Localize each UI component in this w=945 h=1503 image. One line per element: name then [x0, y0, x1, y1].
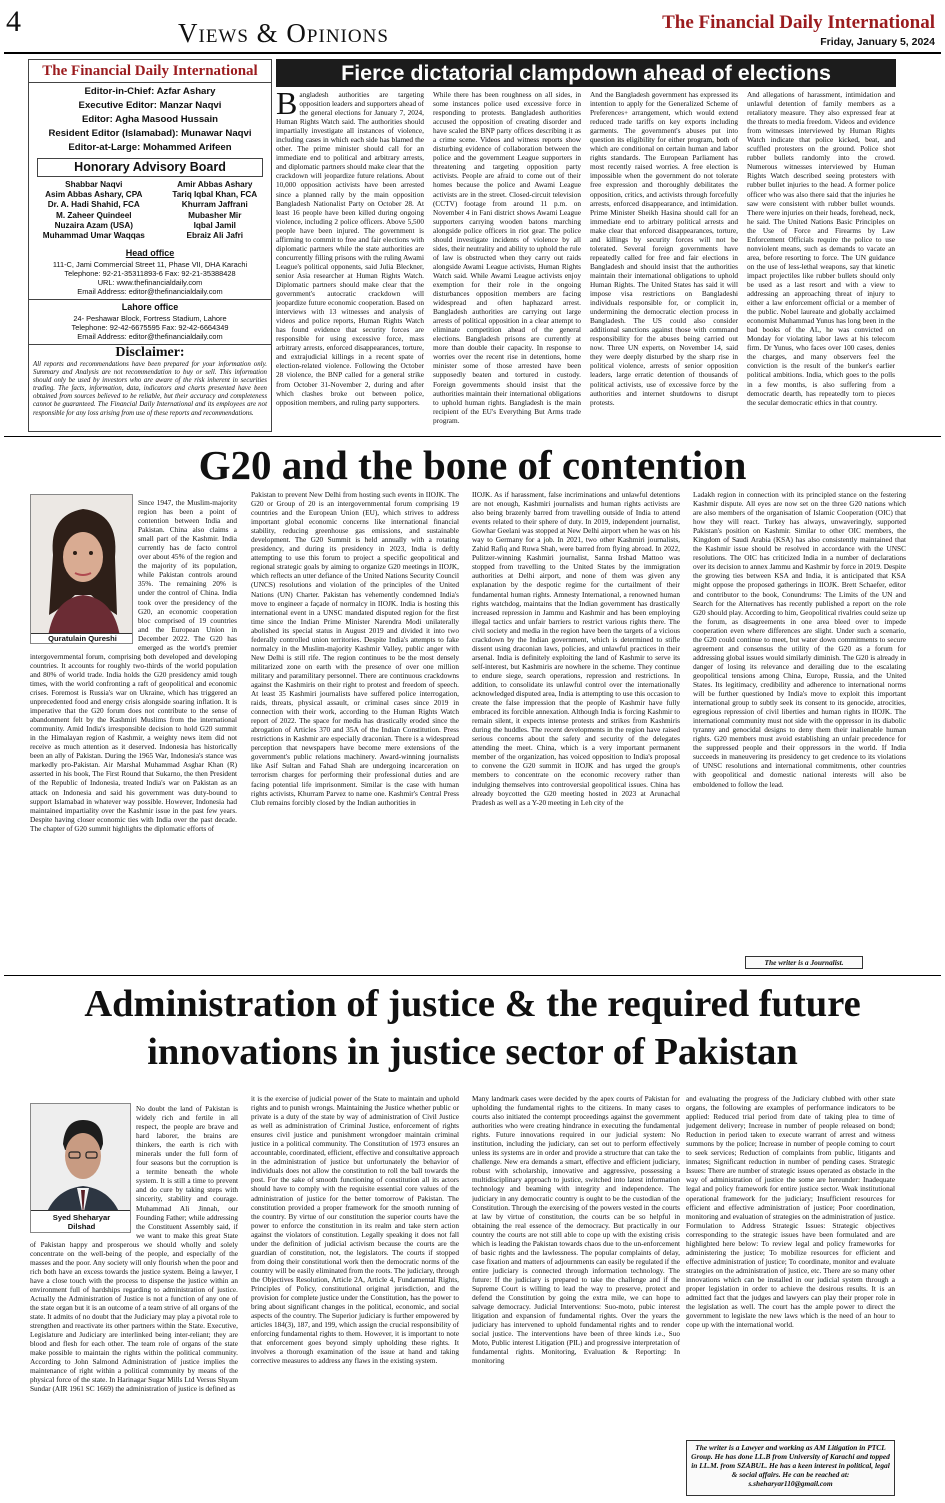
executive-editor: Executive Editor: Manzar Naqvi [78, 100, 222, 111]
section-divider [4, 975, 941, 976]
advisory-member: Shabbar Naqvi [65, 180, 123, 189]
g20-column-3: IIOJK. As if harassment, false incriminations and unlawful detentions are not enough, Kashmiri journalists and human rights activists are also being brazenly barred from travelling outside of India to attend events related to their sphere of duty. In 2019, independent journalist, Gowhar Geelani was stopped at New Delhi airport when he was on his way to Germany for a job. In 2021, two other Kashmiri journalists, Zahid Rafiq and Ruwa Shah, were barred from flying abroad. In 2022, Pulitzer-winning Kashmiri journalist, Sanna Irshad Mattoo was stopped from travelling to the United States by the immigration authorities at Delhi airport, and none of them was given any explanation by the despotic regime for the curtailment of their fundamental human rights. Amnesty International, a renowned human rights watchdog, maintains that the Indian government has drastically increased repression in Jammu and Kashmir and has been employing illegal tactics and unfair barriers to restrict various rights there. The civil society and media in the region have been the targets of a vicious crackdown by the Indian government, which is determined to stifle dissent using draconian laws, policies, and unlawful practices in their arsenal. India is definitely exploiting the land of Kashmir to serve its self-interest, but Kashmiris are nowhere in the scheme. They continue to endure siege, search operations, repression and restrictions. In addition, to consolidate its unlawful control over the internationally acknowledged disputed area, India is attempting to use this occasion to create the false impression that the people of Kashmir have fully embraced its forcible annexation. Although India is forcing Kashmir to remain silent, it expects intense protests and strikes from Kashmiris during the huddles. The recent developments in the region have raised serious concerns about the safety and security of the delegates attending the meet. China, which is a very important permanent member of the organization, has voiced opposition to India's proposal to convene the G20 summit in IIOJK and has urged the group's members to concentrate on the economic recovery rather than indulging themselves into controversial geopolitical issues. China has already boycotted the G20 meeting hosted in 2023 at Arunachal Pradesh as well as a Y-20 meeting in Leh city of the [472, 490, 680, 807]
resident-editor: Resident Editor (Islamabad): Munawar Naqvi [48, 128, 252, 139]
advisory-member: Khurram Jaffrani [181, 200, 248, 210]
head-office-address [29, 259, 271, 300]
editorial-headline-bar [276, 59, 896, 87]
photo-spacer [30, 1104, 136, 1238]
header-paper-name: The Financial Daily International [662, 12, 935, 33]
g20-column-2: Pakistan to prevent New Delhi from hosting such events in IIOJK. The G20 or Group of 20 is an intergovernmental forum comprising 19 countries and the European Union (EU), which strives to address important global economic concerns like international financial stability, reducing greenhouse gas emissions, and sustainable development. The G20 Summit is held annually with a rotating presidency, and during its presidency in 2023, India is deftly attempting to use this forum to project a specific geopolitical and regional strategic goals by aiming to organize G20 meetings in IIOJK, which reflects an utter defiance of the United Nations Security Council (UNCS) resolutions and violation of the principles of the United Nations (UN) Charter. Pakistan has vehemently condemned India's move to engineer a façade of normalcy in IIOJK. India is hosting this international event in a UNSC mandated disputed region for the first time since the Indian Prime Minister Narendra Modi unilaterally abolished its special status in August 2019 and divided it into two federally controlled union territories. Despite India's attempts to fake normalcy in the Muslim-majority Kashmir Valley, public anger with New Delhi is still rife. The region continues to be the most densely militarized zone on earth with the presence of over one million military and paramilitary personnel. There are continuous crackdowns against the Kashmiris on their right to protest and freedom of speech. At least 35 Kashmiri journalists have suffered police interrogation, raids, threats, physical assault, or criminal cases since 2019 in connection with their work, according to the Human Rights Watch report of 2022. The space for media has drastically eroded since the abrogation of Articles 370 and 35A of the Indian Constitution. Press restrictions in Kashmir are especially draconian. There is a widespread perception that newspapers have become mere extensions of the government's public relations machinery. Award-winning journalists like Asif Sultan and Fahad Shah are undergoing incarceration on terrorism charges for performing their professional duties and are facing potential life imprisonment. Similar is the case with human rights activists, Khurram Parvez to name one. Kashmir's Central Press Club remains forcibly closed by the Indian authorities in [251, 490, 459, 807]
justice-column-2: it is the exercise of judicial power of the State to maintain and uphold rights and to punish wrongs. Maintaining the Justice whether public or private is a duty of the state by way of administration of Civil Justice as well as administration of Criminal Justice, enforcement of rights ensures civil justice and punishment wrongdoer maintain criminal justice in a political community. The Constitution of 1973 ensures an accountable, coordinated, efficient, effective and consultative approach in the administration of justice but unfortunately the behavior of individuals does not allow the constitution to roll the ball towards the post. For the sake of smooth functioning of constitution all its actors should have to comply with the requisite essential core values of the administration of justice for the better tomorrow of Pakistan. The constitution provided a proper framework for the smooth running of the country. By virtue of our constitution the superior courts have the power to enforce the constitution in its realm and take stern action against the violators of constitution. Legally speaking it does not fall under the definition of judicial activism because the courts are the guardian of constitution, not, the legislators. The courts if stopped from doing their constitutional work then the democratic norms of the country will be easily eliminated from the roots. The judiciary, through the Objectives Resolution, Article 2A, Article 4, Fundamental Rights, Principles of Policy, constitutional original jurisdiction, and the provision for complete justice under the Constitution, has the power to bring about significant changes in the political, economic, and social aspects of the country. The Superior judiciary is further empowered by articles 184(3), 187, and 199, which assign the crucial responsibility of enforcing fundamental rights to them. However, it is important to note that enforcement goes beyond simply upholding these rights. It involves a thorough examination of the issue at hand and taking corrective measures to address any flaws in the existing system. [251, 1094, 459, 1366]
advisory-member: Nuzaira Azam (USA) [54, 220, 133, 230]
justice-headline-line-2: innovations in justice sector of Pakistan [147, 1031, 798, 1073]
email-line: Email Address: editor@thefinancialdaily.com [77, 287, 223, 296]
advisory-member: Amir Abbas Ashary [177, 180, 253, 189]
advisory-member: Ebraiz Ali Jafri [186, 231, 244, 241]
advisory-member: Dr. A. Hadi Shahid, FCA [47, 200, 140, 210]
section-title: Views & Opinions [178, 18, 389, 48]
section-divider [4, 436, 941, 437]
phone-line: Telephone: 92-21-35311893-6 Fax: 92-21-35388428 [64, 269, 236, 278]
header-rule [4, 52, 941, 54]
advisory-member: Asim Abbas Ashary, CPA [45, 190, 143, 200]
column-text: No doubt the land of Pakistan is widely rich and fertile in all respect, the people are brave and hard laborer, the brains are thinkers, the earth is rich with minerals under the full form of four seasons but the corruption is a termite beneath the whole system. It is still a time to prevent and do cure by taking steps with sincerity, stability and courage. Muhammad Ali Jinnah, our Founding Father; while addressing the Constituent Assembly said, if we want to make this great State of Pakistan happy and prosperous we should wholly and solely concentrate on the well-being of the people, and especially of the masses and the poor. Any society will only flourish when the poor and rich both have an excess towards the justice system. Being a lawyer, I have a close touch with the process to dispense the justice within an environment full of hardships regarding to administration of justice. Actually the Administration of Justice is not a function of any one of the state organ but it is an outcome of a team strive of all organs of the state. It admits of no doubt that the Judiciary may play a pivotal role to strengthen and reactivate its other partners within the State. Executive, Legislature and Judiciary are interlinked being inter-reliant; they are blood and flesh for each other. The team role of organs of the state make possible to maintain the rights within the political community. According to John Salmond Administration of justice implies the maintenance of right within a political community by means of the physical force of the state. In Harinagar Sugar Mills Ltd Versus Shyam Sundar (AIR 1961 SC 1669) the administration of justice is defined as [30, 1104, 238, 1394]
justice-writer-note: The writer is a Lawyer and working as AM Litigation in PTCL Group. He has done LL.B from University of Karachi and topped in LL.M. from SZABUL. He has a keen interest in political, legal & social affairs. He can be reached at: s.sheharyar110@gmail.com [686, 1440, 895, 1496]
g20-author-caption: Quratulain Qureshi [31, 633, 133, 643]
advisory-board-title: Honorary Advisory Board [37, 158, 263, 177]
photo-spacer [30, 498, 138, 650]
justice-column-1 [30, 1104, 238, 1496]
author-caption-line-1: Syed Sheharyar [52, 1213, 111, 1222]
editorial-column-2: While there has been roughness on all sides, in some instances police used excessive force in responding to protests. Bangladesh authorities accused the opposition of creating disorder and have scaled the BNP party offices describing it as a crime scene. Videos and witness reports show disturbing evidence of collaboration between the police and the government League supporters in threatening and targeting opposition party activists. People are afraid to come out of their homes because the police and Awami League activists are in the street. Closed-circuit television (CCTV) footage from around 11 p.m. on November 4 in Fani district shows Awami League supporters carrying wooden batons marching alongside police officers in riot gear. The police should investigate incidents of violence by all sides, their neutrality and ability to uphold the rule of law is obstructed when they carry out raids alongside Awami League activists, Human Rights Watch said. While Awami League activists enjoy exemption for their role in the ongoing disturbances opposition members are facing widespread and often haphazard arrest. Bangladesh authorities are carrying out large arrests of political opposition in a clear attempt to eliminate competition ahead of the general elections. Bangladesh prisons are currently at more than double their capacity. In response to worries over the recent rise in detentions, home minister some of those arrested have been supposedly beaten and tortured in custody. Foreign governments should insist that the authorities maintain their international obligations to uphold human rights. Bangladesh is the main recipient of the EU's Everything But Arms trade program. [433, 90, 581, 425]
disclaimer-title: Disclaimer: [115, 345, 185, 360]
g20-column-4: Ladakh region in connection with its principled stance on the festering Kashmir dispute. All eyes are now set on the three G20 nations which are also members of the organisation of Islamic Cooperation (OIC) that how they will react. Turkey has always, unwaveringly, supported Pakistan's position on Kashmir. Similar to other OIC members, the Kingdom of Saudi Arabia (KSA) has also consistently maintained that the Kashmir issue should be resolved in accordance with the UNSC resolutions. The OIC has criticized India in a number of declarations over its decision to annex Jammu and Kashmir by force in 2019. Despite the growing ties between KSA and India, it is anticipated that KSA might oppose the proposed gatherings in IIOJK. Brett Schaefer, editor and contributor to the book, Conundrums: The Limits of the UN and Search for the Alternatives has recently published a report on the role G20 should play. According to him, Geopolitical rivalries could seize up the forum, as disagreements in one area bleed over to impede cooperation even where differences are slight. Under such a scenario, the G20 could continue to meet, but water down commitments to secure agreement and consensus the utility of the G20 as a forum for addressing global issues would similarly diminish. The G20 is already in danger of losing its relevance and derailing due to the escalating geopolitical tensions among China, Europe, Russia, and the United States. Its legitimacy, credibility and adherence to international norms will be further questioned by India's move to exploit this important international group to subtly seek its consent to its genocide, atrocities, egregious repression of civil liberties and human rights in IIOJK. The international community must not side with the oppressor in its diabolic tyranny and genocidal designs to deny them their inalienable human rights. G20 members must avoid establishing an unfair precedence for the suppressed people and their oppressors in the world. If India succeeds in maneuvering its presidency to get credence to its violations of UNSC resolutions and international commitments, other countries with geopolitical and domestic national interests will also be emboldened to follow the lead. [693, 490, 906, 789]
g20-headline: G20 and the bone of contention [198, 442, 747, 488]
advisory-member: M. Zaheer Quindeel [56, 210, 132, 220]
head-office-title: Head office [125, 248, 175, 258]
advisory-right-column [172, 180, 257, 248]
editorial-column-3: And the Bangladesh government has expressed its intention to apply for the Generalized Scheme of Preferences+ arrangement, which would extend reduced trade tariffs on key exports including garments. The government's abuses put into question its eligibility for either program, both of which are conditional on certain human and labor rights standards. The European Parliament has most recently raised worries. A free election is impossible when the government do not tolerate free expression and thoroughly debilitates the opposition, critics, and activists through forcefully arrests, enforced disappearance, and intimidation. Prime Minister Sheikh Hasina should call for an immediate end to arbitrary political arrests and make clear that enforced disappearances, torture, and killings by security forces will not be tolerated. Several foreign governments have repeatedly called for free and fair elections in Bangladesh and should insist that the authorities maintain their international obligations to uphold Human Rights. The United States has said it will impose visa restrictions on Bangladeshi individuals responsible for, or complicit in, undermining the democratic election process in Bangladesh. The US could also consider additional sanctions against those with command responsibility for the abuses being carried out now. Three UN experts, on November 14, said they were deeply disturbed by the sharp rise in political violence, arrests of senior opposition leaders, large erratic detention of thousands of political activists, use of excessive force by the authorities and internet shutdowns to disrupt protests. [590, 90, 738, 407]
editor-at-large: Editor-at-Large: Mohammed Arifeen [68, 142, 232, 153]
editorial-column-4: And allegations of harassment, intimidation and unlawful detention of family members as a retaliatory measure. They also expressed fear at the threats to media freedom. Videos and evidence from witnesses interviewed by Human Rights Watch indicate that police kicked, beat, and scuffled protesters on the ground. Police shot rubber bullets randomly into the crowd. Numerous witnesses interviewed by Human Rights Watch described seeing protesters with rubber bullet injuries to the head. A former police officer who was also there said that the injuries he saw were consistent with rubber bullet wounds. There were injuries on their heads, forehead, neck, he said. The United Nations Basic Principles on the Use of Force and Firearms by Law Enforcement Officials require the police to use nonviolent means, such as demands to vacate an area, before resorting to force. The UN guidance on the use of less-lethal weapons, say that kinetic impact projectiles like rubber bullets should only be used as a last resort and with a view to addressing an approaching threat of injury to either a law enforcement official or a member of the public. Nobel laureate and globally acclaimed economist Muhammad Yunus has long been in the bad books of the AL, he was convicted on Monday for violating labor laws at his telecom firm. Dr Yunus, who faces over 100 cases, denies the charges, and many observers feel the conviction is the result of the bunker's earlier political ambitions. India, which goes to the polls in a few months, is also suffering from a democratic dearth, has repeatedly torn to pieces the secular democratic ethics in that country. [747, 90, 895, 407]
author-caption-line-2: Dilshad [67, 1222, 96, 1231]
address-line: 24- Peshawar Block, Fortress Stadium, Lahore [73, 314, 227, 323]
address-line: 111-C, Jami Commercial Street 11, Phase VII, DHA Karachi [52, 260, 248, 269]
lahore-office-title: Lahore office [121, 302, 179, 312]
editor: Editor: Agha Masood Hussain [81, 114, 219, 125]
url-line: URL: www.thefinancialdaily.com [97, 278, 203, 287]
masthead-title: The Financial Daily International [29, 60, 271, 83]
editor-in-chief: Editor-in-Chief: Azfar Ashary [84, 86, 216, 97]
lahore-office-address [29, 313, 271, 345]
editor-list [29, 83, 271, 155]
advisory-member: Tariq Iqbal Khan, FCA [172, 190, 258, 200]
editorial-headline: Fierce dictatorial clampdown ahead of elections [341, 61, 831, 85]
g20-writer-note: The writer is a Journalist. [745, 956, 863, 969]
email-line: Email Address: editor@thefinancialdaily.com [77, 332, 223, 341]
advisory-member: Muhammad Umar Waqqas [42, 231, 145, 241]
advisory-member: Mubasher Mir [188, 210, 242, 220]
masthead-box [28, 59, 272, 432]
advisory-member: Iqbal Jamil [193, 220, 236, 230]
disclaimer-text: All reports and recommendations have been prepared for your information only. Summary and Analysis are not recommendation to buy or sell. This information should only be used by investors who are aware of the risk inherent in securities trading. The facts, information, data, indicators and charts presented have been obtained from sources believed to be reliable, but their accuracy and completeness cannot be guaranteed. The Financial Daily International and its employees are not responsible for any loss arising from use of these reports and recommendations. [33, 361, 267, 417]
page-number: 4 [6, 5, 21, 38]
advisory-left-column [43, 180, 145, 248]
column-text: Since 1947, the Muslim-majority region has been a point of contention between India and Pakistan. China also claims a small part of the Kashmir. India currently has de facto control over about 45% of the region and the majority of its population, while Pakistan controls around 35%. The remaining 20% is under the control of China. India took over the presidency of the G20, an economic cooperation bloc comprised of 19 countries and the European Union in December 2022. The G20 has emerged as the world's premier intergovernmental forum, comprising both developed and developing countries. It accounts for roughly two-thirds of the world population and 80% of world trade. India holds the G20 presidency amid tough times, with the world confronting a raft of geopolitical and economic crises. Foremost is Russia's war on Ukraine, which has triggered an unprecedented food and energy crisis alongside soaring inflation. It is imperative that the G20 forum does not contribute to the sense of abandonment felt by the Kashmiri Muslims from the international community. Amid India's irresponsible decision to hold G20 summit in the Himalayan region of Kashmir, a weighty news item did not receive as much attention as it deserved. Indonesia has historically been an ally of Pakistan. During the 1965 War, Indonesia's stance was markedly pro-Pakistan. Air Marshal Muhammad Asghar Khan (R) asserted in his book, The First Round that Sukarno, the then President of the Republic of Indonesia, treated India's war on Pakistan as an attack on Indonesia and said his government was duty-bound to support Islamabad in whatever way possible. However, Indonesia had maintained impartiality over the Kashmir issue in the past few years. Despite having closer economic ties with India over the past decade. The chapter of G20 summit highlights the diplomatic efforts of [30, 498, 237, 833]
justice-headline [0, 980, 945, 1076]
editorial-column-1: Bangladesh authorities are targeting opposition leaders and supporters ahead of the general elections for January 7, 2024, Human Rights Watch said. The authorities should impartially investigate all instances of violence, including cases in which each side has blamed the other. The prime minister should call for an immediate end to political and arbitrary arrests, and diplomatic partners should make clear that the crackdown will jeopardize future relations. About 10,000 opposition activists have been arrested since a planned rally by the main opposition Bangladesh Nationalist Party on October 28. At least 16 people have been killed during ongoing violence, including 2 police officers. Above 5,500 people have been injured. The government is affirming to commit to free and fair elections with diplomatic partners while the state authorities are concurrently filling prisons with the ruling Awami League's political opponents, said Julia Bleckner, senior Asia researcher at Human Rights Watch. Diplomatic partners should make clear that the government's autocratic crackdown will jeopardize future economic cooperation. Based on interviews with 13 witnesses and analysis of videos and police reports, Human Rights Watch has found evidence that security forces are responsible for using excessive force, mass arbitrary arrests, enforced disappearances, torture, and extrajudicial killings in a recent spate of election-related violence. Following the October 28 violence, the BNP called for a general strike from October 31-November 2, during and after which clashes broke out between police, opposition members, and ruling party supporters. [276, 90, 424, 407]
phone-line: Telephone: 92-42-6675595 Fax: 92-42-6664349 [71, 323, 229, 332]
justice-column-4: and evaluating the progress of the Judiciary clubbed with other state organs, the following are examples of performance indicators to be applied: Reduced trial period from date of taking plea to time of judgement delivery; Increase in number of people released on bond; Reduction in period taken to execute warrant of arrest and witness summons by the police; Increase in number of people coming to court to seek services; Reduction of complaints from public, litigants and inmates; Significant reduction in number of pending cases. Strategic Issues: There are number of strategic issues operated as obstacle in the way of administration of justice the some are hereunder: Inadequate legal and policy framework for entire justice sector. Weak institutional operational framework for the judiciary; Insufficient resources for efficient and effective administration of justice; Poor coordination, monitoring and evaluation of strategies on the administration of justice. Formulation to Address Strategic Issues: Strategic objectives corresponding to the strategic issues have been formulated and are highlighted here below: To review legal and policy frameworks for administering the justice; To mobilize resources for efficient and effective administration of justice; To coordinate, monitor and evaluate strategies on the administration of justice, etc. There are so many other innovations which can be installed in our judicial system through a proper legislation in order to achieve the desirous results. It is an admitted fact that the judges and lawyers can play their proper role in the legislation as well. The court has the ample power to direct the government to legislate the new laws which is the need of an hour to cope up with the international world. [686, 1094, 895, 1330]
g20-column-1 [30, 498, 237, 966]
header-date: Friday, January 5, 2024 [820, 36, 935, 48]
justice-column-3: Many landmark cases were decided by the apex courts of Pakistan for upholding the fundamental rights to the citizens. In many cases to courts also initiated the contempt proceedings against the government authorities who were creating hindrance in executing the fundamental rights. Future innovations required in our judicial system: No institution, including the judiciary, can set out to perform effectively unless its systems are in order and provide a structure that can take the challenge. New era demands a smart, effective and efficient judiciary, robust with scholarship, innovative and aggressive, possessing a multidisciplinary approach to justice, switched into latest information technology and beaming with integrity and independence. The judiciary in any democratic country is ought to be the custodian of the Constitution. Through the exercising of the powers vested in the courts at law by virtue of constitution, the courts can be so helpful in obtaining the real essence of the democracy. But practically in our country the courts are not still able to cope up with the existing crisis which is leading the Pakistan towards chaos due to the un-enforcement of basic rights and the lawlessness. The popular complaints of delay, case fixation and matters of adjournments can easily be regulated if the entire judiciary is connected through information technology. The future: If the judiciary is prepared to take the challenge and if the Supreme Court is willing to lead the way to preserve, protect and defend the Constitution by going the extra mile, we can hope to salvage democracy. Judicial Interventions: Suo-moto, pubic interest litigation and expansion of fundamental rights. Over the years the judiciary has intervened to uphold fundamental rights and to render social justice. The interventions have been of three kinds i.e., Suo Moto, Public interest Litigation (PIL) and progressive interpretation of fundamental rights. Monitoring, Evaluation & Reporting: In monitoring [472, 1094, 680, 1366]
justice-headline-line-1: Administration of justice & the required future [84, 983, 861, 1025]
page-header [0, 0, 945, 52]
advisory-board [29, 177, 271, 248]
